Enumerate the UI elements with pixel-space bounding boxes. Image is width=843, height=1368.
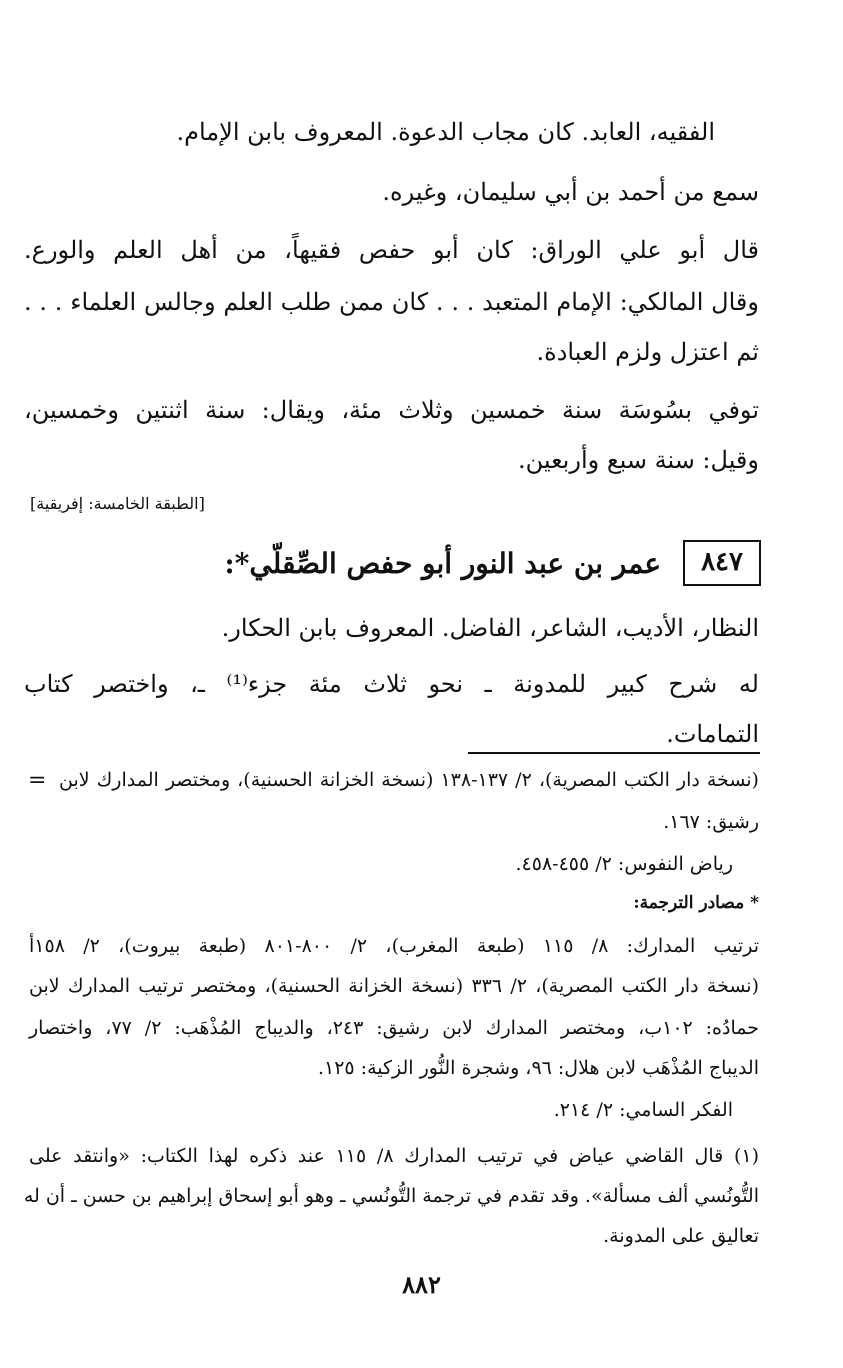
text-line: وقيل: سنة سبع وأربعين. [517,446,759,474]
footnote-line: ترتيب المدارك: ٨/ ١١٥ (طبعة المغرب)، ٢/ ٨٠٠-٨٠١ (طبعة بيروت)، ٢/ ١٥٨أ [29,935,759,957]
footnote-line: تعاليق على المدونة. [603,1225,759,1247]
footnote-line: (نسخة دار الكتب المصرية)، ٢/ ١٣٧-١٣٨ (نسخة الخزانة الحسنية)، ومختصر المدارك لابن [59,769,759,791]
text-line: وقال المالكي: الإمام المتعبد . . . كان ممن طلب العلم وجالس العلماء . . . [24,288,759,316]
text-line: توفي بسُوسَة سنة خمسين وثلاث مئة، ويقال: سنة اثنتين وخمسين، [24,396,759,424]
section-tag: [الطبقة الخامسة: إفريقية] [30,494,205,513]
footnote-line: حمادُه: ١٠٢ب، ومختصر المدارك لابن رشيق: ٢٤٣، والديباج المُذْهَب: ٢/ ٧٧، واختصار [29,1017,759,1039]
text-line: ثم اعتزل ولزم العبادة. [536,338,759,366]
text-line: له شرح كبير للمدونة ـ نحو ثلاث مئة جزء⁽¹⁾ ـ، واختصر كتاب [24,670,759,698]
footnote-heading: * مصادر الترجمة: [633,893,759,913]
entry-number: ٨٤٧ [683,540,761,586]
text-line: النظار، الأديب، الشاعر، الفاضل. المعروف بابن الحكار. [221,614,759,642]
footnote-line: الديباج المُذْهَب لابن هلال: ٩٦، وشجرة النُّور الزكية: ١٢٥. [317,1057,759,1079]
footnote-line: الفكر السامي: ٢/ ٢١٤. [553,1099,733,1121]
entry-title: عمر بن عبد النور أبو حفص الصِّقلّي*: [224,546,662,580]
entry-heading [224,540,761,586]
text-line: التمامات. [666,720,759,748]
text-line: قال أبو علي الوراق: كان أبو حفص فقيهاً، من أهل العلم والورع. [24,236,759,264]
text-line: سمع من أحمد بن أبي سليمان، وغيره. [382,178,759,206]
footnote-line: رشيق: ١٦٧. [663,811,759,833]
footnote-line: رياض النفوس: ٢/ ٤٥٥-٤٥٨. [515,853,733,875]
page-number: ٨٨٢ [402,1270,441,1299]
continuation-marker: = [28,768,47,793]
footnote-line: التُّونُسي ألف مسألة». وقد تقدم في ترجمة التُّونُسي ـ وهو أبو إسحاق إبراهيم بن حسن ـ أن له [23,1185,759,1207]
text-line: الفقيه، العابد. كان مجاب الدعوة. المعروف بابن الإمام. [176,118,715,146]
footnote-divider [468,752,760,754]
footnote-line: (١) قال القاضي عياض في ترتيب المدارك ٨/ ١١٥ عند ذكره لهذا الكتاب: «وانتقد على [29,1145,759,1167]
footnote-line: (نسخة دار الكتب المصرية)، ٢/ ٣٣٦ (نسخة الخزانة الحسنية)، ومختصر ترتيب المدارك لابن [29,975,759,997]
